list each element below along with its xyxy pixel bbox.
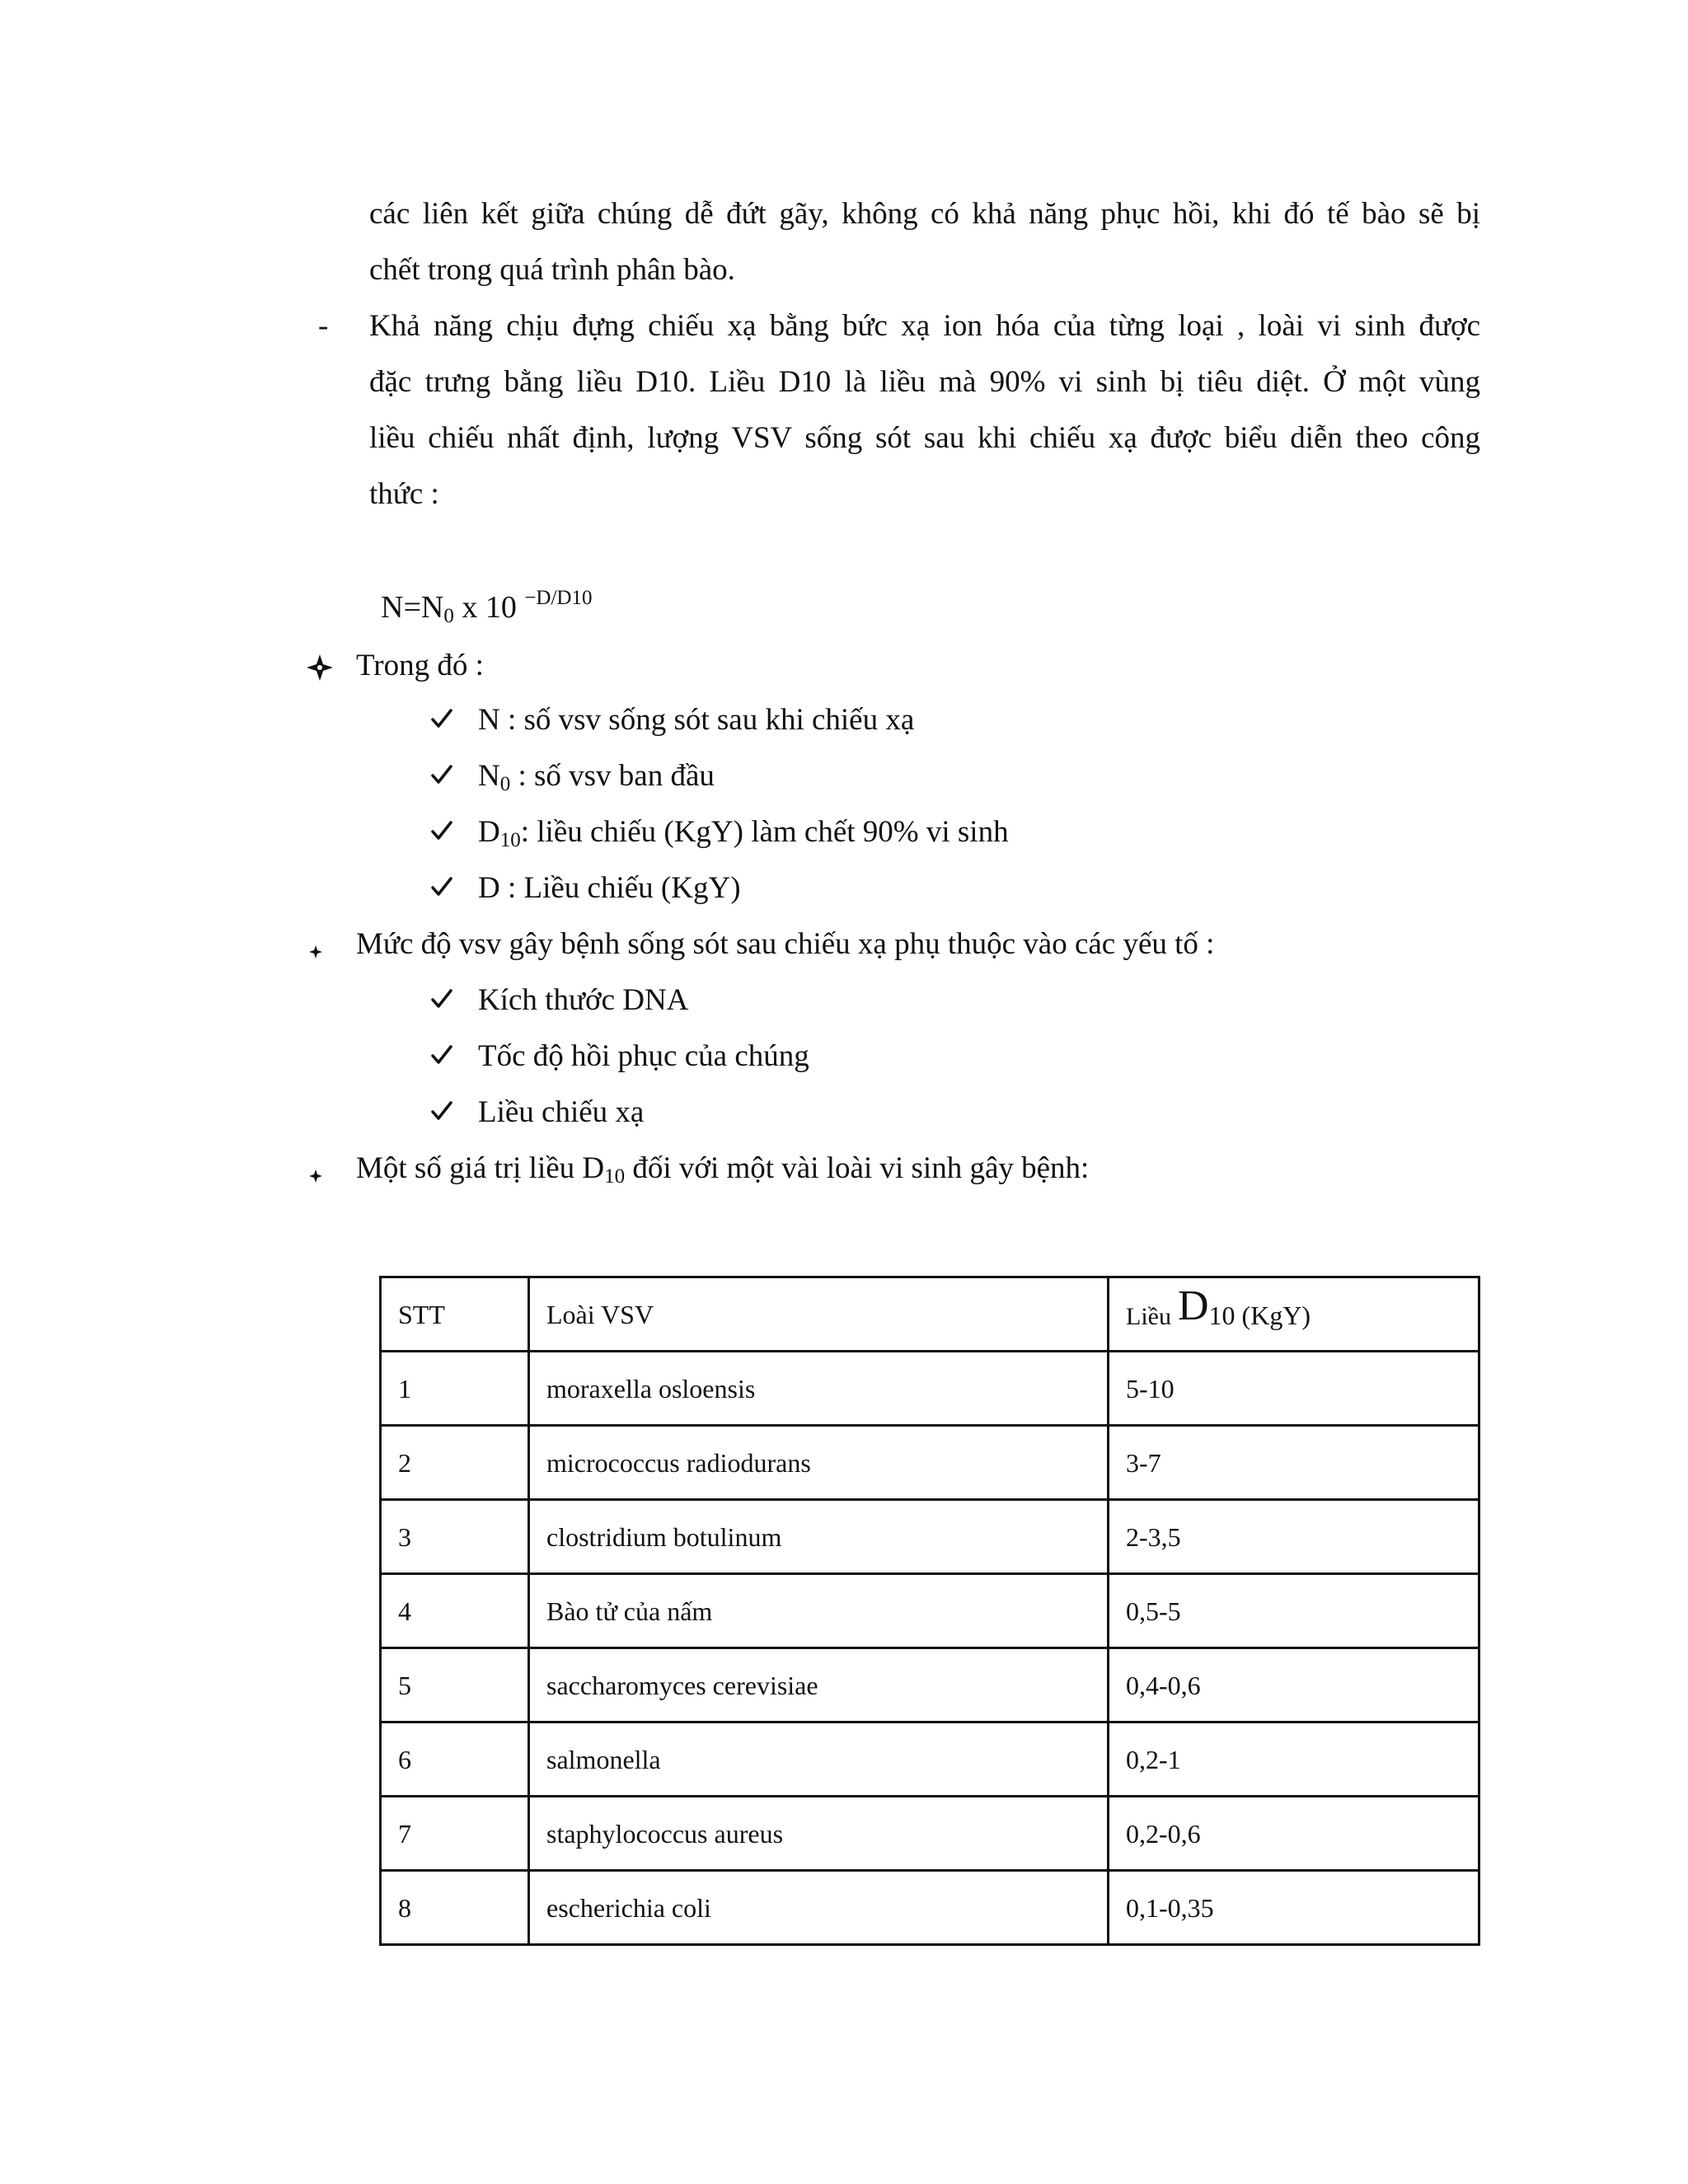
cell-species: moraxella osloensis — [529, 1352, 1109, 1426]
cell-dose: 0,2-1 — [1109, 1722, 1479, 1797]
cell-dose: 3-7 — [1109, 1426, 1479, 1500]
cell-stt: 6 — [381, 1722, 529, 1797]
paragraph-line: Khả năng chịu đựng chiếu xạ bằng bức xạ ion hóa của từng loại , loài vi sinh được — [369, 309, 1480, 343]
where-item — [478, 758, 715, 798]
cell-species: staphylococcus aureus — [529, 1797, 1109, 1871]
header-species: Loài VSV — [529, 1277, 1109, 1352]
table-row — [381, 1352, 1479, 1426]
check-icon — [430, 1043, 453, 1066]
paragraph-line: liều chiếu nhất định, lượng VSV sống sót sau khi chiếu xạ được biểu diễn theo công — [369, 421, 1480, 455]
cell-stt: 1 — [381, 1352, 529, 1426]
where-item-rest: : số vsv ban đầu — [510, 759, 715, 793]
small-diamond-bullet-icon — [308, 1169, 323, 1183]
table-row — [381, 1648, 1479, 1722]
check-icon — [430, 875, 453, 898]
paragraph-line: thức : — [369, 477, 439, 511]
paragraph-line: đặc trưng bằng liều D10. Liều D10 là liều mà 90% vi sinh bị tiêu diệt. Ở một vùng — [369, 365, 1480, 399]
header-stt: STT — [381, 1277, 529, 1352]
cell-dose: 0,2-0,6 — [1109, 1797, 1479, 1871]
values-heading — [356, 1151, 1089, 1190]
where-item-text: D : Liều chiếu (KgY) — [478, 871, 741, 905]
formula-subscript: 0 — [443, 605, 454, 627]
cell-species: Bào tử của nấm — [529, 1574, 1109, 1648]
where-item-subscript: 0 — [499, 773, 511, 795]
header-dose-d: D — [1177, 1282, 1209, 1329]
factor-item: Tốc độ hồi phục của chúng — [478, 1039, 809, 1073]
where-item-text: D — [478, 815, 500, 849]
values-heading-subscript: 10 — [604, 1165, 626, 1188]
d10-table — [379, 1276, 1480, 1946]
where-heading: Trong đó : — [356, 649, 484, 682]
header-dose-sub: 10 — [1208, 1301, 1236, 1330]
factor-item: Liều chiếu xạ — [478, 1095, 645, 1129]
formula-exponent: −D/D10 — [524, 587, 593, 609]
where-item-rest: : liều chiếu (KgY) làm chết 90% vi sinh — [520, 815, 1009, 849]
dash-bullet: - — [318, 309, 329, 343]
header-dose-prefix: Liều — [1126, 1303, 1171, 1330]
cell-dose: 5-10 — [1109, 1352, 1479, 1426]
paragraph-line: các liên kết giữa chúng dễ đứt gãy, không có khả năng phục hồi, khi đó tế bào sẽ bị — [369, 197, 1480, 231]
values-heading-before: Một số giá trị liều D — [356, 1151, 605, 1185]
factors-heading: Mức độ vsv gây bệnh sống sót sau chiếu xạ phụ thuộc vào các yếu tố : — [356, 927, 1215, 961]
check-icon — [430, 819, 453, 842]
factor-item: Kích thước DNA — [478, 983, 689, 1017]
table-row — [381, 1797, 1479, 1871]
check-icon — [430, 763, 453, 786]
cell-species: saccharomyces cerevisiae — [529, 1648, 1109, 1722]
cell-stt: 5 — [381, 1648, 529, 1722]
check-icon — [430, 707, 453, 730]
cell-species: salmonella — [529, 1722, 1109, 1797]
formula-middle: x 10 — [453, 590, 525, 625]
cell-species: micrococcus radiodurans — [529, 1426, 1109, 1500]
table-row — [381, 1426, 1479, 1500]
table-row — [381, 1574, 1479, 1648]
diamond-bullet-icon — [305, 653, 335, 682]
cell-stt: 4 — [381, 1574, 529, 1648]
survival-formula — [381, 588, 592, 630]
table-row — [381, 1722, 1479, 1797]
cell-dose: 0,5-5 — [1109, 1574, 1479, 1648]
where-item — [478, 870, 741, 907]
where-item — [478, 814, 1009, 854]
cell-dose: 0,4-0,6 — [1109, 1648, 1479, 1722]
formula-left: N=N — [381, 590, 444, 625]
check-icon — [430, 1099, 453, 1122]
cell-species: clostridium botulinum — [529, 1500, 1109, 1574]
where-item — [478, 702, 914, 738]
small-diamond-bullet-icon — [308, 944, 323, 959]
table-row — [381, 1871, 1479, 1945]
cell-dose: 2-3,5 — [1109, 1500, 1479, 1574]
table-row — [381, 1500, 1479, 1574]
where-item-text: N : số vsv sống sót sau khi chiếu xạ — [478, 703, 915, 737]
cell-stt: 2 — [381, 1426, 529, 1500]
where-item-subscript: 10 — [499, 829, 521, 851]
values-heading-after: đối với một vài loài vi sinh gây bệnh: — [625, 1151, 1090, 1185]
cell-stt: 3 — [381, 1500, 529, 1574]
check-icon — [430, 987, 453, 1010]
cell-stt: 8 — [381, 1871, 529, 1945]
where-item-text: N — [478, 759, 500, 793]
cell-species: escherichia coli — [529, 1871, 1109, 1945]
header-dose — [1109, 1277, 1479, 1352]
cell-dose: 0,1-0,35 — [1109, 1871, 1479, 1945]
cell-stt: 7 — [381, 1797, 529, 1871]
table-header-row — [381, 1277, 1479, 1352]
header-dose-unit: (KgY) — [1235, 1301, 1311, 1330]
paragraph-line: chết trong quá trình phân bào. — [369, 253, 735, 287]
